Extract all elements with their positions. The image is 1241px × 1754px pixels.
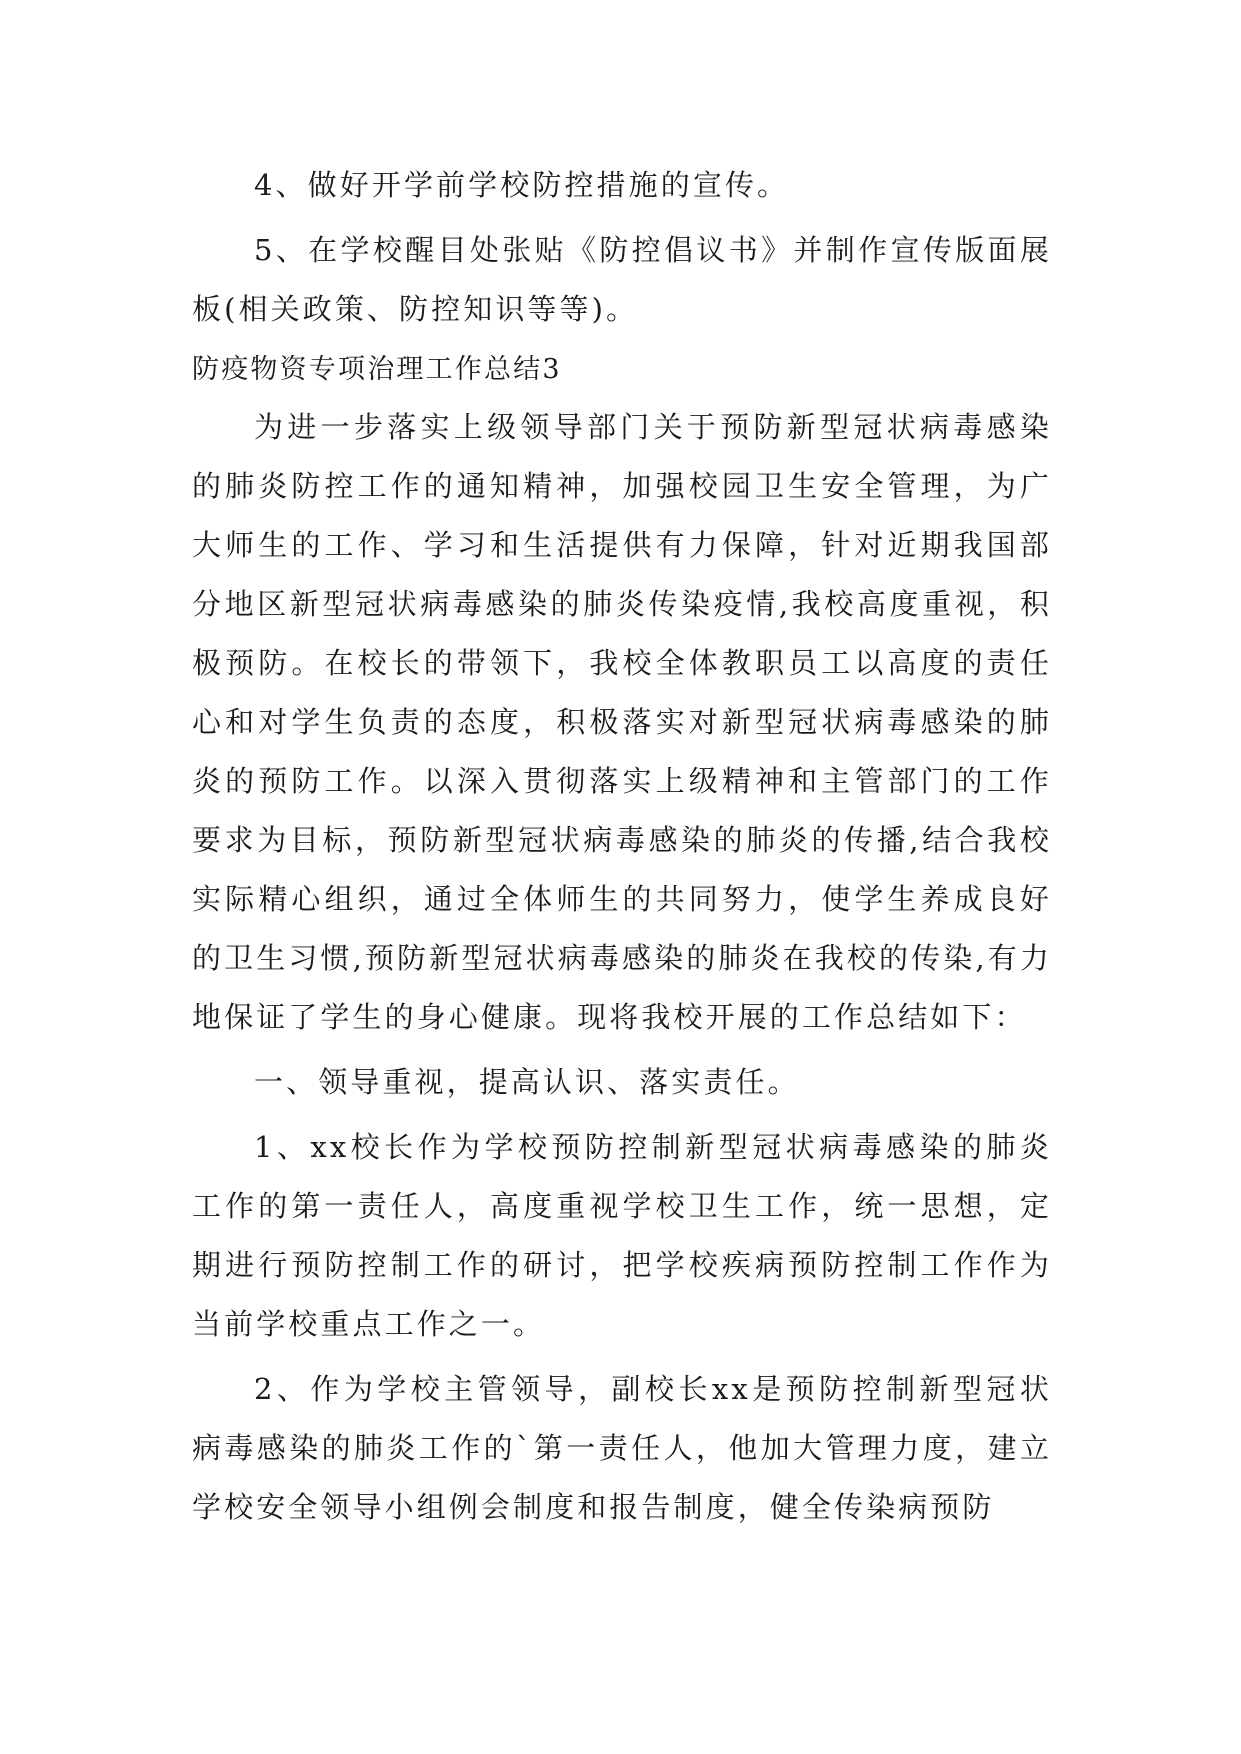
point-1-paragraph: 1、xx校长作为学校预防控制新型冠状病毒感染的肺炎工作的第一责任人，高度重视学校卫生工作，统一思想，定期进行预防控制工作的研讨，把学校疾病预防控制工作作为当前学校重点工作之一。 [192,1130,1052,1341]
intro-paragraph: 为进一步落实上级领导部门关于预防新型冠状病毒感染的肺炎防控工作的通知精神，加强校园卫生安全管理，为广大师生的工作、学习和生活提供有力保障，针对近期我国部分地区新型冠状病毒感染的肺炎传染疫情,我校高度重视，积极预防。在校长的带领下，我校全体教职员工以高度的责任心和对学生负责的态度，积极落实对新型冠状病毒感染的肺炎的预防工作。以深入贯彻落实上级精神和主管部门的工作要求为目标，预防新型冠状病毒感染的肺炎的传播,结合我校实际精心组织，通过全体师生的共同努力，使学生养成良好的卫生习惯,预防新型冠状病毒感染的肺炎在我校的传染,有力地保证了学生的身心健康。现将我校开展的工作总结如下： [192,410,1052,1034]
item-5-paragraph: 5、在学校醒目处张贴《防控倡议书》并制作宣传版面展板(相关政策、防控知识等等)。 [192,233,1052,326]
section-heading: 防疫物资专项治理工作总结3 [192,354,562,385]
item-4-paragraph: 4、做好开学前学校防控措施的宣传。 [254,168,790,202]
document-body [192,156,1052,1537]
section-one-heading: 一、领导重视，提高认识、落实责任。 [254,1065,800,1099]
point-2-paragraph: 2、作为学校主管领导，副校长xx是预防控制新型冠状病毒感染的肺炎工作的`第一责任人，他加大管理力度，建立学校安全领导小组例会制度和报告制度，健全传染病预防 [192,1372,1052,1524]
